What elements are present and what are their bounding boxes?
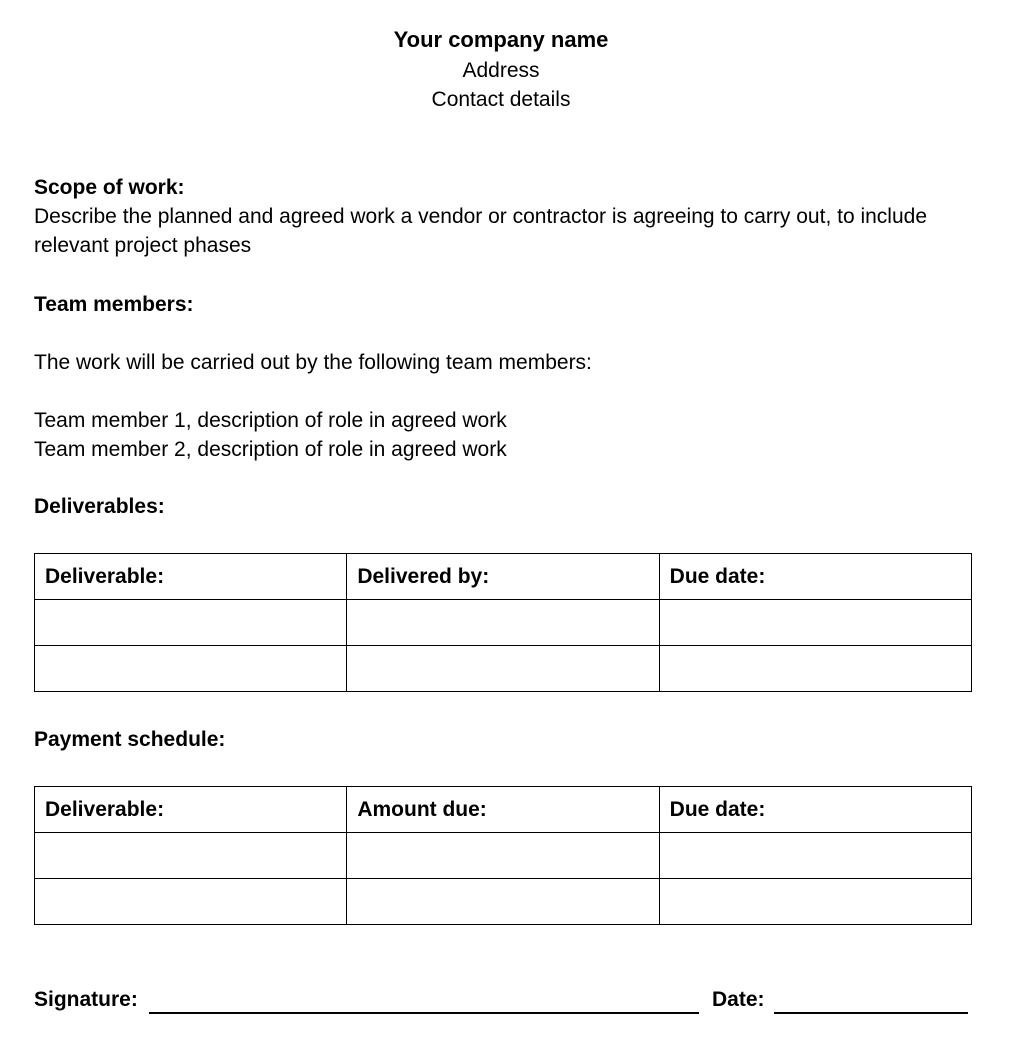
date-label: Date: <box>712 988 765 1011</box>
deliverables-table <box>34 553 972 692</box>
signature-row <box>34 985 974 1017</box>
table-cell[interactable] <box>659 646 971 692</box>
scope-description-line-2: relevant project phases <box>34 234 252 257</box>
column-header: Due date: <box>659 787 971 833</box>
table-cell[interactable] <box>35 600 347 646</box>
table-header-row <box>35 787 972 833</box>
table-cell[interactable] <box>347 600 659 646</box>
date-line[interactable] <box>774 1012 968 1014</box>
column-header: Amount due: <box>347 787 659 833</box>
table-cell[interactable] <box>347 646 659 692</box>
table-row <box>35 833 972 879</box>
document-header <box>0 24 1002 114</box>
company-name: Your company name <box>393 27 609 52</box>
column-header: Due date: <box>659 554 971 600</box>
team-intro: The work will be carried out by the following team members: <box>34 351 592 374</box>
team-member-list <box>34 406 984 464</box>
company-address: Address <box>462 59 540 82</box>
team-member-item: Team member 1, description of role in agreed work <box>34 409 507 432</box>
team-heading: Team members: <box>34 293 194 316</box>
table-header-row <box>35 554 972 600</box>
table-cell[interactable] <box>659 600 971 646</box>
column-header: Deliverable: <box>35 787 347 833</box>
scope-heading: Scope of work: <box>34 176 185 199</box>
table-cell[interactable] <box>35 833 347 879</box>
table-cell[interactable] <box>659 879 971 925</box>
table-row <box>35 879 972 925</box>
table-row <box>35 646 972 692</box>
table-cell[interactable] <box>659 833 971 879</box>
scope-description-line-1: Describe the planned and agreed work a vendor or contractor is agreeing to carry out, to include <box>34 205 928 228</box>
column-header: Deliverable: <box>35 554 347 600</box>
team-member-item: Team member 2, description of role in agreed work <box>34 438 507 461</box>
table-cell[interactable] <box>35 646 347 692</box>
table-row <box>35 600 972 646</box>
table-cell[interactable] <box>35 879 347 925</box>
scope-section <box>34 173 984 260</box>
table-cell[interactable] <box>347 879 659 925</box>
payment-heading: Payment schedule: <box>34 728 226 751</box>
column-header: Delivered by: <box>347 554 659 600</box>
company-contact: Contact details <box>431 88 571 111</box>
signature-label: Signature: <box>34 988 138 1011</box>
table-cell[interactable] <box>347 833 659 879</box>
deliverables-heading: Deliverables: <box>34 495 165 518</box>
signature-line[interactable] <box>149 1012 699 1014</box>
payment-schedule-table <box>34 786 972 925</box>
